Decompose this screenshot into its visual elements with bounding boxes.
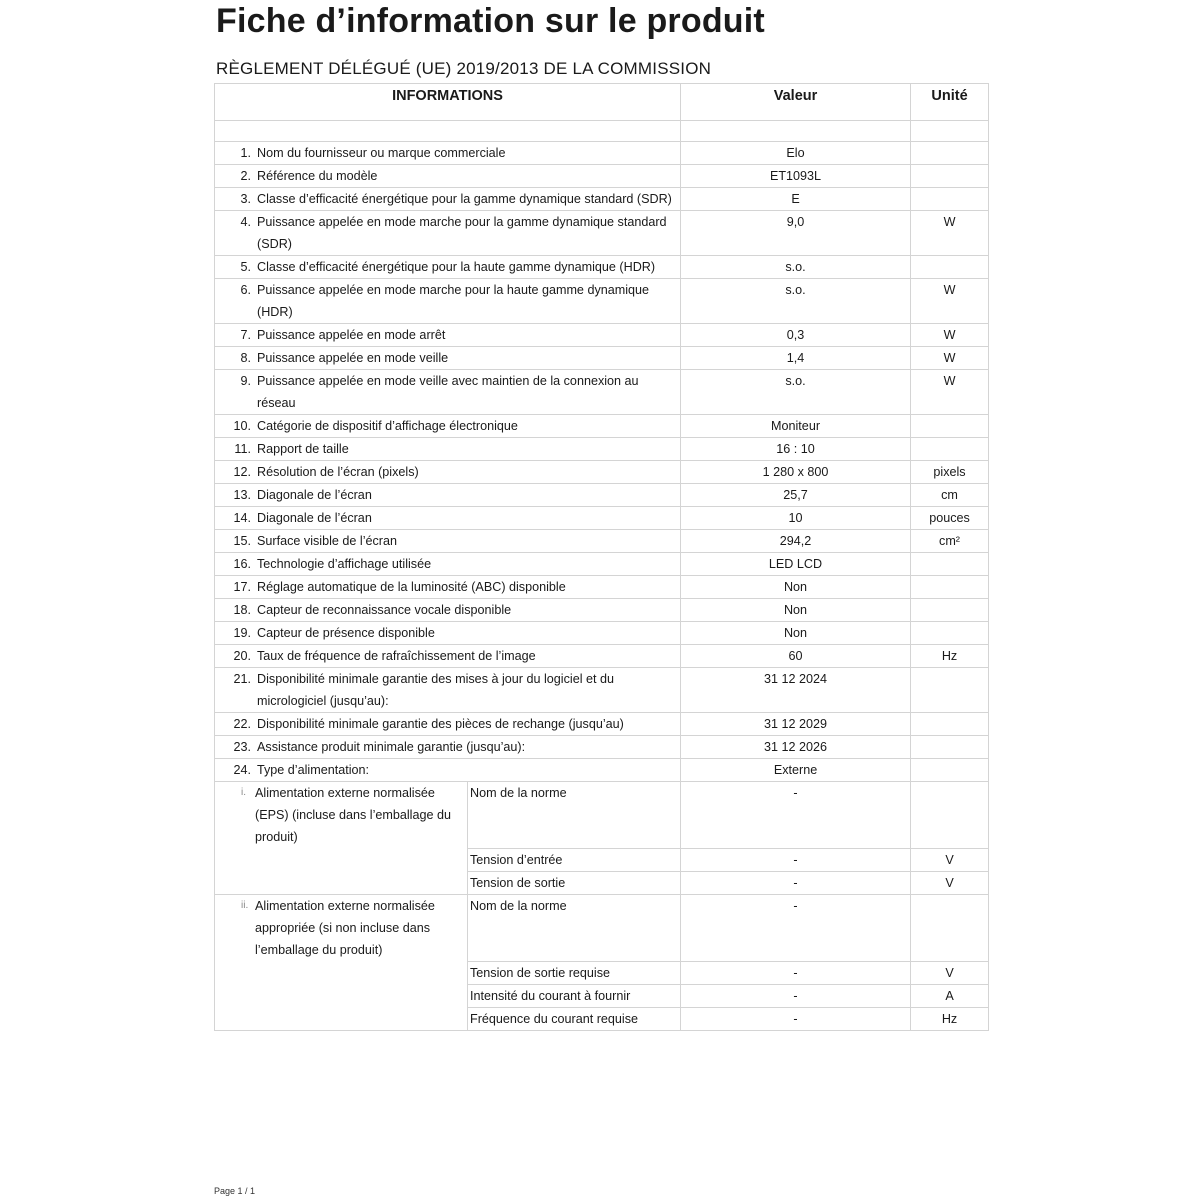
row-label: Disponibilité minimale garantie des pièces de rechange (jusqu’au) (257, 717, 624, 731)
row-unit: W (911, 211, 989, 256)
row-information (215, 736, 681, 759)
table-body (215, 121, 989, 1031)
row-number: 3. (240, 192, 251, 206)
row-value: 1 280 x 800 (681, 461, 911, 484)
row-information (215, 576, 681, 599)
row-label: Capteur de présence disponible (257, 626, 435, 640)
row-information (215, 599, 681, 622)
header-unit: Unité (911, 84, 989, 121)
product-information-sheet (214, 0, 988, 1200)
table-row (215, 553, 989, 576)
table-row (215, 279, 989, 324)
row-value: s.o. (681, 256, 911, 279)
row-unit (911, 622, 989, 645)
row-number: 14. (233, 511, 251, 525)
row-number: 19. (233, 626, 251, 640)
row-value: 1,4 (681, 347, 911, 370)
sub-row-unit: V (911, 872, 989, 895)
row-unit (911, 736, 989, 759)
row-value: 60 (681, 645, 911, 668)
row-number: 5. (240, 260, 251, 274)
row-value: 31 12 2024 (681, 668, 911, 713)
row-value: Externe (681, 759, 911, 782)
row-unit (911, 599, 989, 622)
group-marker: ii. (241, 900, 249, 911)
row-unit (911, 415, 989, 438)
group-label-text: Alimentation externe normalisée appropriée (si non incluse dans l’emballage du produit) (255, 899, 435, 957)
sub-row-value: - (681, 962, 911, 985)
row-label: Assistance produit minimale garantie (jusqu’au): (257, 740, 526, 754)
row-unit: W (911, 370, 989, 415)
row-information (215, 713, 681, 736)
row-value: s.o. (681, 370, 911, 415)
table-row (215, 461, 989, 484)
row-value: 31 12 2026 (681, 736, 911, 759)
row-number: 12. (233, 465, 251, 479)
table-row (215, 256, 989, 279)
table-row (215, 142, 989, 165)
row-value: 25,7 (681, 484, 911, 507)
sub-row-value: - (681, 782, 911, 849)
table-row (215, 438, 989, 461)
sub-row-unit: A (911, 985, 989, 1008)
sub-row-label: Tension de sortie requise (468, 962, 681, 985)
spacer-row (215, 121, 989, 142)
row-information (215, 622, 681, 645)
row-unit (911, 553, 989, 576)
table-row (215, 622, 989, 645)
sub-row-value: - (681, 895, 911, 962)
table-row (215, 188, 989, 211)
row-information (215, 668, 681, 713)
row-label: Disponibilité minimale garantie des mises à jour du logiciel et du micrologiciel (jusqu’au): (257, 672, 615, 708)
table-row (215, 530, 989, 553)
table-row (215, 759, 989, 782)
row-label: Puissance appelée en mode veille avec maintien de la connexion au réseau (257, 374, 639, 410)
row-label: Puissance appelée en mode veille (257, 351, 449, 365)
row-label: Technologie d’affichage utilisée (257, 557, 432, 571)
table-row (215, 507, 989, 530)
sub-row-unit (911, 782, 989, 849)
row-unit (911, 713, 989, 736)
power-supply-group-label (215, 782, 468, 895)
sub-row-value: - (681, 1008, 911, 1031)
row-value: 294,2 (681, 530, 911, 553)
row-number: 10. (233, 419, 251, 433)
row-label: Nom du fournisseur ou marque commerciale (257, 146, 506, 160)
row-unit: cm (911, 484, 989, 507)
row-unit: cm² (911, 530, 989, 553)
row-number: 11. (234, 442, 251, 456)
row-information (215, 438, 681, 461)
row-unit: W (911, 324, 989, 347)
sub-row-value: - (681, 872, 911, 895)
page-footer: Page 1 / 1 (214, 1186, 256, 1196)
row-unit (911, 188, 989, 211)
row-information (215, 165, 681, 188)
row-label: Catégorie de dispositif d’affichage électronique (257, 419, 518, 433)
regulation-subtitle: RÈGLEMENT DÉLÉGUÉ (UE) 2019/2013 DE LA COMMISSION (216, 59, 712, 78)
table-row (215, 576, 989, 599)
row-label: Référence du modèle (257, 169, 378, 183)
row-unit: W (911, 347, 989, 370)
row-value: 16 : 10 (681, 438, 911, 461)
row-value: 31 12 2029 (681, 713, 911, 736)
table-row (215, 370, 989, 415)
row-information (215, 188, 681, 211)
sub-row-label: Tension de sortie (468, 872, 681, 895)
group-label-text: Alimentation externe normalisée (EPS) (incluse dans l’emballage du produit) (255, 786, 452, 844)
row-unit (911, 142, 989, 165)
row-information (215, 415, 681, 438)
row-label: Classe d’efficacité énergétique pour la haute gamme dynamique (HDR) (257, 260, 656, 274)
sub-row-label: Nom de la norme (468, 782, 681, 849)
row-unit: W (911, 279, 989, 324)
row-unit: Hz (911, 645, 989, 668)
sub-row-unit: Hz (911, 1008, 989, 1031)
row-information (215, 484, 681, 507)
row-number: 13. (233, 488, 251, 502)
header-value: Valeur (681, 84, 911, 121)
row-number: 17. (233, 580, 251, 594)
sub-row-value: - (681, 985, 911, 1008)
row-label: Résolution de l’écran (pixels) (257, 465, 419, 479)
row-number: 24. (233, 763, 251, 777)
row-label: Puissance appelée en mode marche pour la gamme dynamique standard (SDR) (257, 215, 667, 251)
power-supply-group-label (215, 895, 468, 1031)
sub-row-label: Nom de la norme (468, 895, 681, 962)
row-unit (911, 576, 989, 599)
row-information (215, 142, 681, 165)
table-row (215, 484, 989, 507)
row-number: 7. (240, 328, 251, 342)
row-unit (911, 256, 989, 279)
row-value: 10 (681, 507, 911, 530)
row-label: Taux de fréquence de rafraîchissement de l’image (257, 649, 536, 663)
row-information (215, 211, 681, 256)
row-information (215, 347, 681, 370)
row-information (215, 530, 681, 553)
row-number: 8. (240, 351, 251, 365)
row-unit: pouces (911, 507, 989, 530)
row-information (215, 279, 681, 324)
table-row (215, 645, 989, 668)
table-row (215, 211, 989, 256)
table-header-row (215, 84, 989, 121)
row-label: Réglage automatique de la luminosité (ABC) disponible (257, 580, 566, 594)
row-label: Classe d’efficacité énergétique pour la gamme dynamique standard (SDR) (257, 192, 672, 206)
row-information (215, 759, 681, 782)
row-information (215, 645, 681, 668)
row-value: E (681, 188, 911, 211)
power-supply-row (215, 782, 989, 849)
header-informations: INFORMATIONS (215, 84, 681, 121)
row-number: 9. (240, 374, 251, 388)
group-marker: i. (241, 787, 246, 798)
row-information (215, 256, 681, 279)
table-row (215, 668, 989, 713)
sub-row-value: - (681, 849, 911, 872)
sub-row-label: Intensité du courant à fournir (468, 985, 681, 1008)
row-unit (911, 438, 989, 461)
document-title: Fiche d’information sur le produit (216, 2, 765, 40)
row-label: Puissance appelée en mode arrêt (257, 328, 446, 342)
sub-row-label: Tension d’entrée (468, 849, 681, 872)
row-number: 20. (233, 649, 251, 663)
row-number: 1. (240, 146, 251, 160)
row-label: Diagonale de l’écran (257, 488, 372, 502)
table-row (215, 347, 989, 370)
row-information (215, 324, 681, 347)
row-unit: pixels (911, 461, 989, 484)
table-row (215, 165, 989, 188)
table-row (215, 736, 989, 759)
row-number: 18. (233, 603, 251, 617)
row-label: Surface visible de l’écran (257, 534, 398, 548)
row-value: 0,3 (681, 324, 911, 347)
row-number: 23. (233, 740, 251, 754)
row-number: 16. (233, 557, 251, 571)
row-unit (911, 759, 989, 782)
row-number: 21. (233, 672, 251, 686)
row-label: Diagonale de l’écran (257, 511, 372, 525)
row-value: 9,0 (681, 211, 911, 256)
row-value: s.o. (681, 279, 911, 324)
row-value: Non (681, 622, 911, 645)
row-information (215, 553, 681, 576)
row-value: Non (681, 599, 911, 622)
row-label: Capteur de reconnaissance vocale disponible (257, 603, 512, 617)
row-information (215, 461, 681, 484)
row-label: Rapport de taille (257, 442, 349, 456)
row-unit (911, 668, 989, 713)
row-unit (911, 165, 989, 188)
row-value: Elo (681, 142, 911, 165)
table-row (215, 599, 989, 622)
sub-row-unit: V (911, 849, 989, 872)
product-info-table (214, 83, 989, 1031)
row-value: LED LCD (681, 553, 911, 576)
row-label: Puissance appelée en mode marche pour la haute gamme dynamique (HDR) (257, 283, 650, 319)
table-row (215, 415, 989, 438)
power-supply-row (215, 895, 989, 962)
sub-row-label: Fréquence du courant requise (468, 1008, 681, 1031)
row-number: 22. (233, 717, 251, 731)
row-number: 15. (233, 534, 251, 548)
row-value: ET1093L (681, 165, 911, 188)
table-row (215, 713, 989, 736)
sub-row-unit (911, 895, 989, 962)
row-value: Non (681, 576, 911, 599)
row-value: Moniteur (681, 415, 911, 438)
table-row (215, 324, 989, 347)
row-number: 2. (240, 169, 251, 183)
sub-row-unit: V (911, 962, 989, 985)
row-number: 6. (240, 283, 251, 297)
row-number: 4. (240, 215, 251, 229)
row-information (215, 370, 681, 415)
row-label: Type d’alimentation: (257, 763, 370, 777)
row-information (215, 507, 681, 530)
